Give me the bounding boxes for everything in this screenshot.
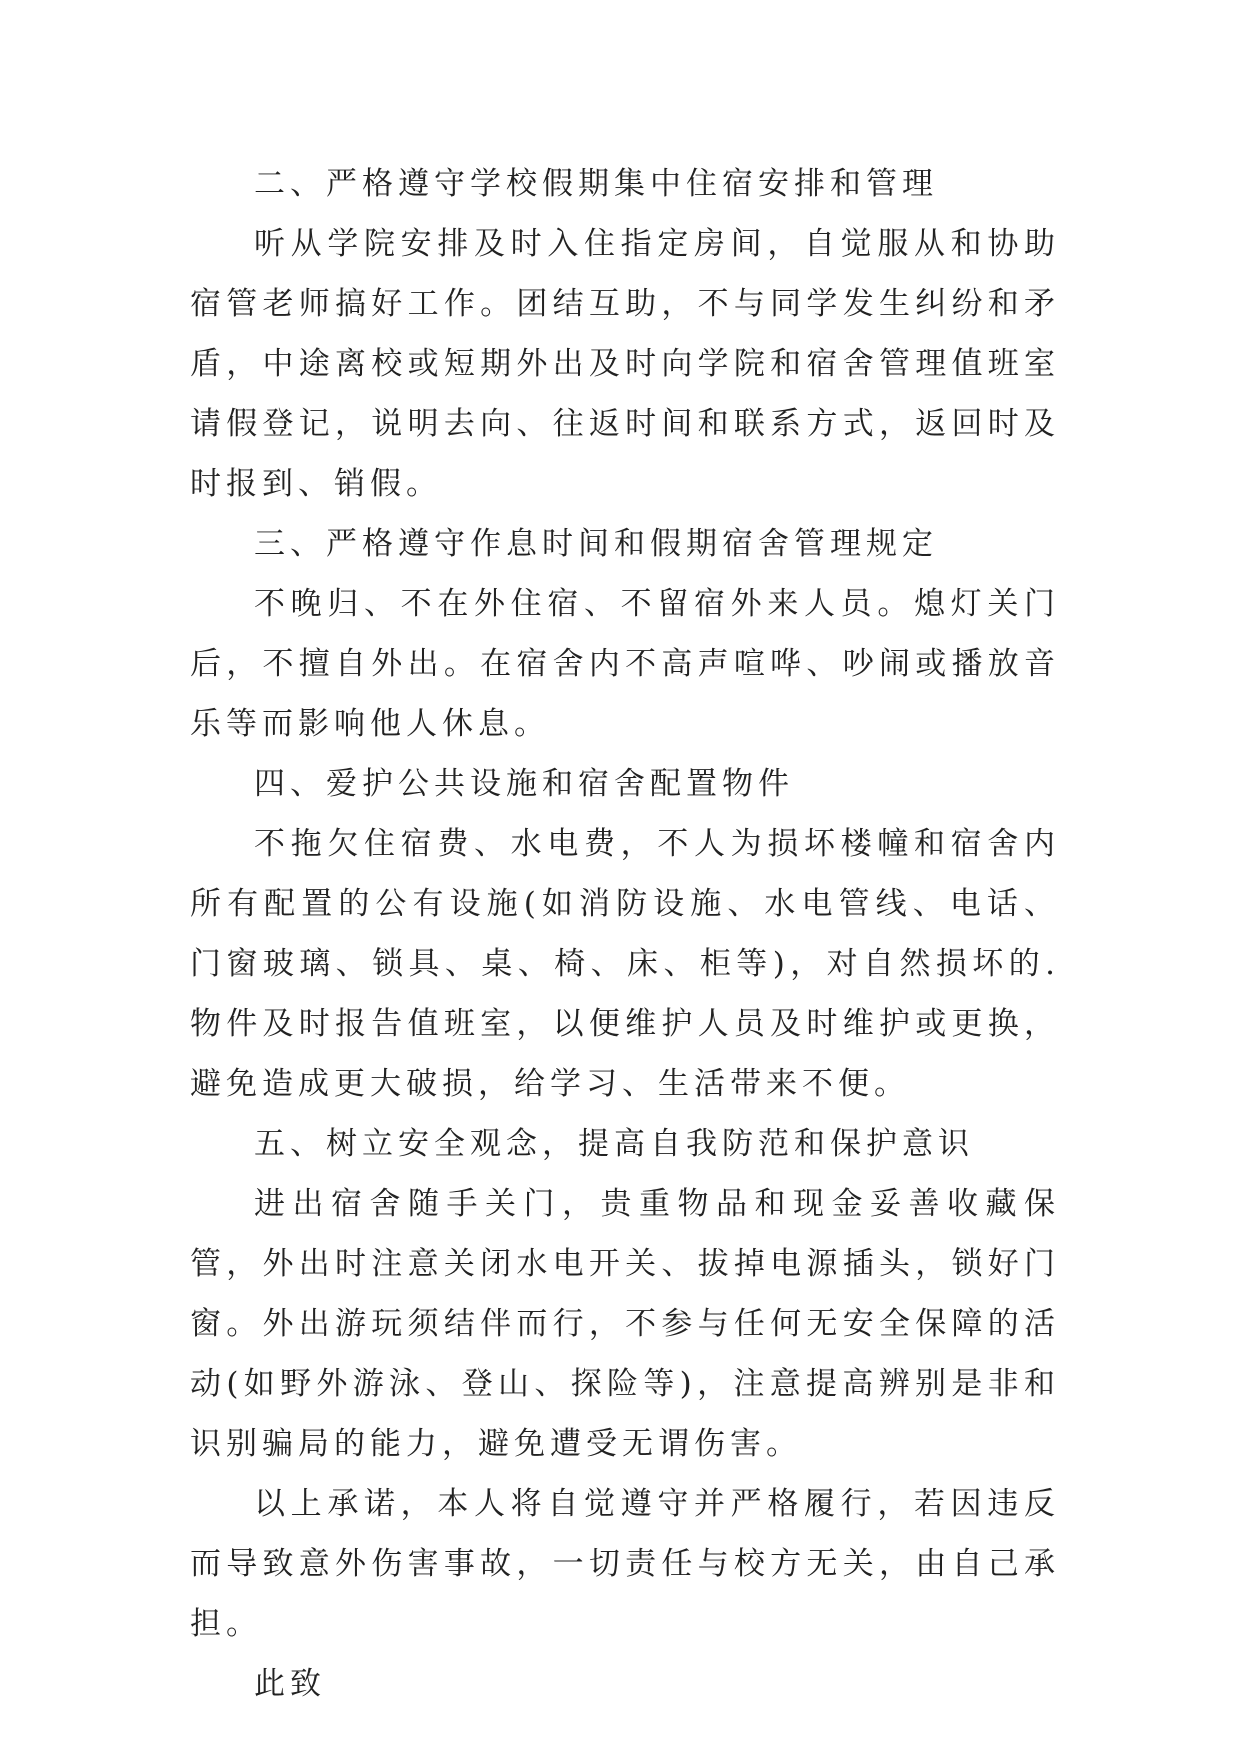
- paragraph-accommodation: 听从学院安排及时入住指定房间，自觉服从和协助宿管老师搞好工作。团结互助，不与同学发生纠纷和矛盾，中途离校或短期外出及时向学院和宿舍管理值班室请假登记，说明去向、往返时间和联系方式，返回时及时报到、销假。: [190, 226, 1060, 502]
- document-body: [190, 154, 1060, 1714]
- closing-salutation: 此致: [254, 1666, 326, 1702]
- paragraph-safety: 进出宿舍随手关门，贵重物品和现金妥善收藏保管，外出时注意关闭水电开关、拔掉电源插头，锁好门窗。外出游玩须结伴而行，不参与任何无安全保障的活动(如野外游泳、登山、探险等)，注意提高辨别是非和识别骗局的能力，避免遭受无谓伤害。: [190, 1186, 1060, 1462]
- section-heading-2: 二、严格遵守学校假期集中住宿安排和管理: [254, 166, 938, 202]
- section-heading-5: 五、树立安全观念，提高自我防范和保护意识: [254, 1126, 974, 1162]
- paragraph-facilities: 不拖欠住宿费、水电费，不人为损坏楼幢和宿舍内所有配置的公有设施(如消防设施、水电管线、电话、门窗玻璃、锁具、桌、椅、床、柜等)，对自然损坏的.物件及时报告值班室，以便维护人员及时维护或更换，避免造成更大破损，给学习、生活带来不便。: [190, 826, 1060, 1102]
- paragraph-schedule: 不晚归、不在外住宿、不留宿外来人员。熄灯关门后，不擅自外出。在宿舍内不高声喧哗、吵闹或播放音乐等而影响他人休息。: [190, 586, 1060, 742]
- paragraph-commitment: 以上承诺，本人将自觉遵守并严格履行，若因违反而导致意外伤害事故，一切责任与校方无关，由自己承担。: [190, 1486, 1060, 1642]
- section-heading-4: 四、爱护公共设施和宿舍配置物件: [254, 766, 794, 802]
- section-heading-3: 三、严格遵守作息时间和假期宿舍管理规定: [254, 526, 938, 562]
